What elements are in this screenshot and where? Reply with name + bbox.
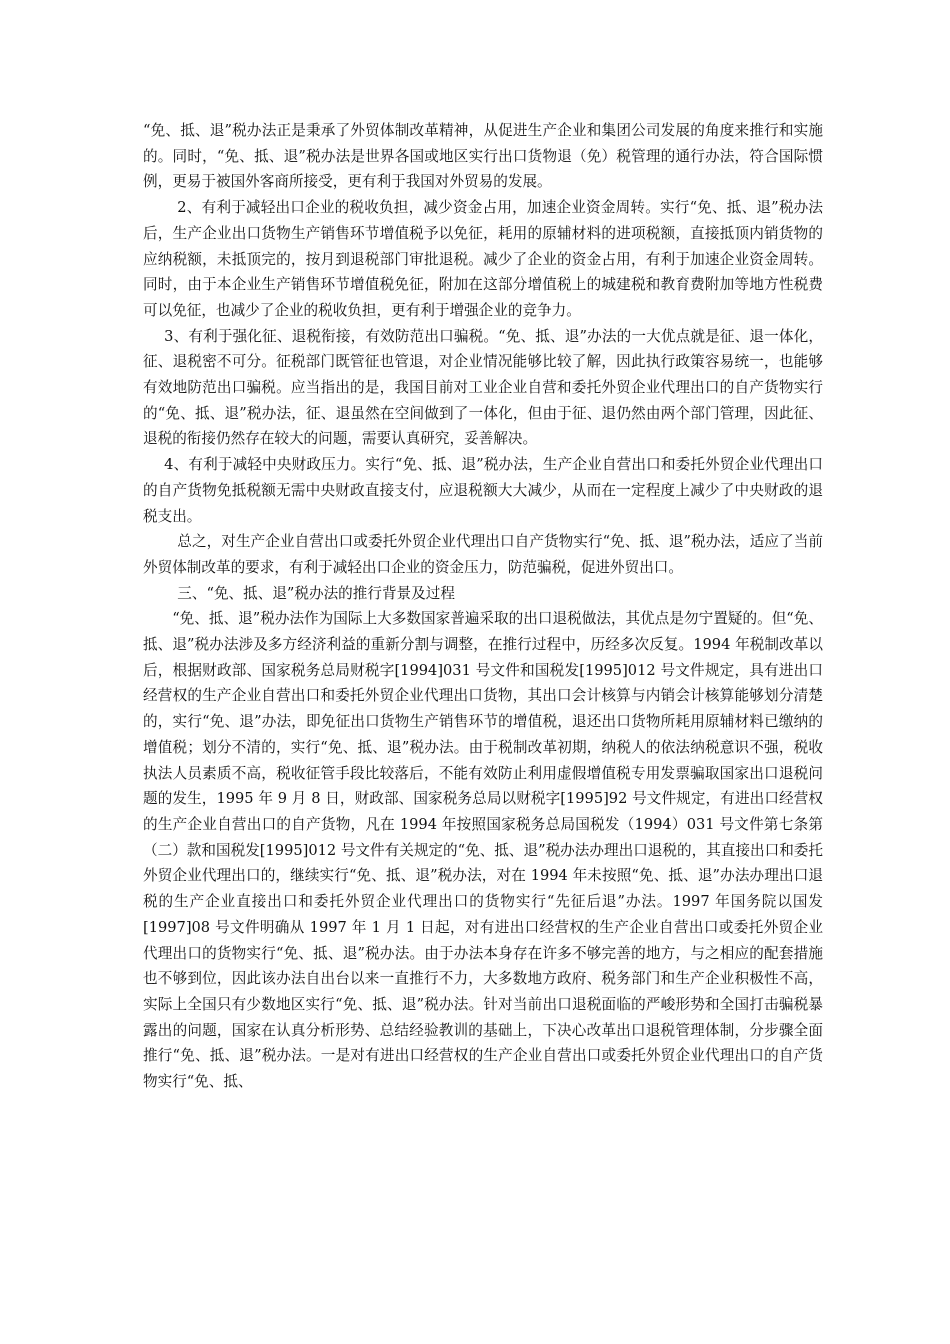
paragraph-point-4: 4、有利于减轻中央财政压力。实行“免、抵、退”税办法，生产企业自营出口和委托外贸企业代理出口的自产货物免抵税额无需中央财政直接支付，应退税额大大减少，从而在一定程度上减少了中央财政的退税支出。 xyxy=(143,456,823,525)
paragraph-point-3: 3、有利于强化征、退税衔接，有效防范出口骗税。“免、抵、退”办法的一大优点就是征、退一体化，征、退税密不可分。征税部门既管征也管退，对企业情况能够比较了解，因此执行政策容易统一，也能够有效地防范出口骗税。应当指出的是，我国目前对工业企业自营和委托外贸企业代理出口的自产货物实行的“免、抵、退”税办法，征、退虽然在空间做到了一体化，但由于征、退仍然由两个部门管理，因此征、退税的衔接仍然存在较大的问题，需要认真研究，妥善解决。 xyxy=(143,327,823,448)
paragraph-background: “免、抵、退”税办法作为国际上大多数国家普遍采取的出口退税做法，其优点是勿宁置疑的。但“免、抵、退”税办法涉及多方经济利益的重新分割与调整，在推行过程中，历经多次反复。1994 年税制改革以后，根据财政部、国家税务总局财税字[1994]031 号文件和国税发[1995]012 号文件规定，具有进出口经营权的生产企业自营出口和委托外贸企业代理出口货物，其出口会计核算与内销会计核算能够划分清楚的，实行“免、退”办法，即免征出口货物生产销售环节的增值税，退还出口货物所耗用原辅材料已缴纳的增值税；划分不清的，实行“免、抵、退”税办法。由于税制改革初期，纳税人的依法纳税意识不强，税收执法人员素质不高，税收征管手段比较落后，不能有效防止利用虚假增值税专用发票骗取国家出口退税问题的发生，1995 年 9 月 8 日，财政部、国家税务总局以财税字[1995]92 号文件规定，有进出口经营权的生产企业自营出口的自产货物，凡在 1994 年按照国家税务总局国税发（1994）031 号文件第七条第（二）款和国税发[1995]012 号文件有关规定的“免、抵、退”税办法办理出口退税的，其直接出口和委托外贸企业代理出口的，继续实行“免、抵、退”税办法，对在 1994 年未按照“免、抵、退”办法办理出口退税的生产企业直接出口和委托外贸企业代理出口的货物实行“先征后退”办法。1997 年国务院以国发[1997]08 号文件明确从 1997 年 1 月 1 日起，对有进出口经营权的生产企业自营出口或委托外贸企业代理出口的货物实行“免、抵、退”税办法。由于办法本身存在许多不够完善的地方，与之相应的配套措施也不够到位，因此该办法自出台以来一直推行不力，大多数地方政府、税务部门和生产企业积极性不高，实际上全国只有少数地区实行“免、抵、退”税办法。针对当前出口退税面临的严峻形势和全国打击骗税暴露出的问题，国家在认真分析形势、总结经验教训的基础上，下决心改革出口退税管理体制，分步骤全面推行“免、抵、退”税办法。一是对有进出口经营权的生产企业自营出口或委托外贸企业代理出口的自产货物实行“免、抵、 xyxy=(143,610,823,1091)
paragraph-summary: 总之，对生产企业自营出口或委托外贸企业代理出口自产货物实行“免、抵、退”税办法，适应了当前外贸体制改革的要求，有利于减轻出口企业的资金压力，防范骗税，促进外贸出口。 xyxy=(143,533,823,576)
paragraph-point-2: 2、有利于减轻出口企业的税收负担，减少资金占用，加速企业资金周转。实行“免、抵、退”税办法后，生产企业出口货物生产销售环节增值税予以免征，耗用的原辅材料的进项税额，直接抵顶内销货物的应纳税额，未抵顶完的，按月到退税部门审批退税。减少了企业的资金占用，有利于加速企业资金周转。同时，由于本企业生产销售环节增值税免征，附加在这部分增值税上的城建税和教育费附加等地方性税费可以免征，也减少了企业的税收负担，更有利于增强企业的竞争力。 xyxy=(143,199,823,319)
paragraph-intro: “免、抵、退”税办法正是秉承了外贸体制改革精神，从促进生产企业和集团公司发展的角度来推行和实施的。同时，“免、抵、退”税办法是世界各国或地区实行出口货物退（免）税管理的通行办法，符合国际惯例，更易于被国外客商所接受，更有利于我国对外贸易的发展。 xyxy=(143,122,823,191)
section-heading-3: 三、“免、抵、退”税办法的推行背景及过程 xyxy=(177,584,455,602)
document-page xyxy=(143,118,823,1095)
